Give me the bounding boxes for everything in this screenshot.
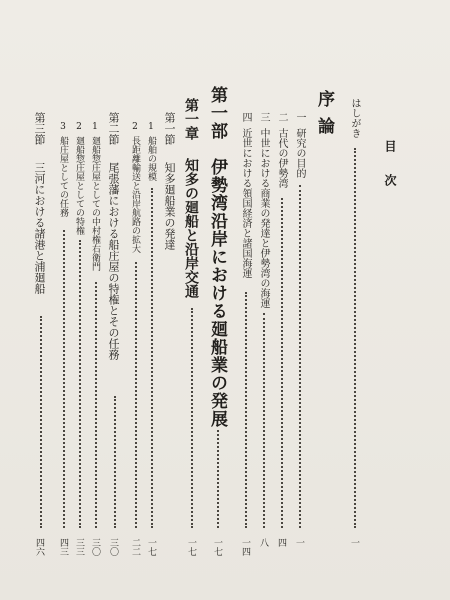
sec2-item-text: 廻船惣庄屋としての中村権右衛門	[90, 136, 100, 271]
preface-leader	[354, 148, 356, 528]
intro-item-leader	[263, 313, 265, 528]
sec3-page: 四六	[34, 538, 44, 556]
toc-title: 目次	[383, 140, 397, 208]
part1-leader	[217, 430, 219, 528]
sec2-item-text: 船庄屋としての任務	[58, 136, 68, 217]
intro-item-leader	[245, 292, 247, 528]
sec1-item-leader	[135, 262, 137, 528]
sec2-item-mark: 1	[90, 122, 100, 132]
intro-item-mark: 二	[276, 112, 287, 122]
sec1-item-mark: 2	[130, 122, 140, 132]
part1-page: 一七	[212, 538, 222, 556]
preface-entry: はしがき	[349, 98, 360, 138]
intro-item-text: 研究の目的	[294, 128, 305, 178]
intro-item-mark: 一	[294, 112, 305, 122]
sec2-item-page: 三〇	[90, 538, 100, 556]
chapter1-leader	[191, 308, 193, 528]
intro-item-page: 一四	[240, 538, 250, 556]
sec2-leader	[114, 396, 116, 528]
sec1-item-text: 船舶の規模	[146, 136, 156, 181]
chapter1-title: 知多の廻船と沿岸交通	[183, 158, 199, 298]
sec2-item-mark: 3	[58, 122, 68, 132]
part1-heading: 第一部 伊勢湾沿岸における廻船業の発展	[207, 86, 227, 428]
intro-item-page: 一	[294, 538, 304, 547]
sec2-title: 尾張藩における船庄屋の特権とその任務	[107, 162, 120, 360]
sec1-item-leader	[151, 188, 153, 528]
sec2-label: 第二節	[107, 112, 120, 145]
sec1-label: 第一節	[163, 112, 176, 145]
intro-heading: 序論	[314, 90, 334, 144]
intro-item-text: 中世における商業の発達と伊勢湾の海運	[258, 128, 269, 308]
chapter1-label: 第一章	[183, 98, 199, 140]
sec2-item-mark: 2	[74, 122, 84, 132]
sec2-item-leader	[95, 282, 97, 528]
intro-item-page: 四	[276, 538, 286, 547]
sec1-item-mark: 1	[146, 122, 156, 132]
intro-item-text: 近世における領国経済と諸国海運	[240, 128, 251, 278]
chapter1-page: 一七	[186, 538, 196, 556]
sec3-leader	[40, 316, 42, 528]
preface-page: 一	[349, 538, 359, 547]
sec2-item-leader	[79, 240, 81, 528]
sec3-title: 三河における諸港と浦廻船	[33, 162, 46, 294]
sec2-item-page: 四三	[58, 538, 68, 556]
sec2-item-page: 三三	[74, 538, 84, 556]
intro-item-mark: 三	[258, 112, 269, 122]
sec1-item-page: 二二	[130, 538, 140, 556]
sec1-item-page: 一七	[146, 538, 156, 556]
intro-item-text: 古代の伊勢湾	[276, 128, 287, 188]
intro-item-leader	[299, 185, 301, 528]
intro-item-leader	[281, 198, 283, 528]
sec2-item-leader	[63, 230, 65, 528]
sec1-title: 知多廻船業の発達	[163, 162, 176, 250]
sec2-item-text: 廻船惣庄屋としての特権	[74, 136, 84, 235]
sec2-page: 三〇	[108, 538, 118, 556]
sec3-label: 第三節	[33, 112, 46, 145]
sec1-item-text: 長距離輸送と沿岸航路の拡大	[130, 136, 140, 253]
intro-item-page: 八	[258, 538, 268, 547]
intro-item-mark: 四	[240, 112, 251, 122]
